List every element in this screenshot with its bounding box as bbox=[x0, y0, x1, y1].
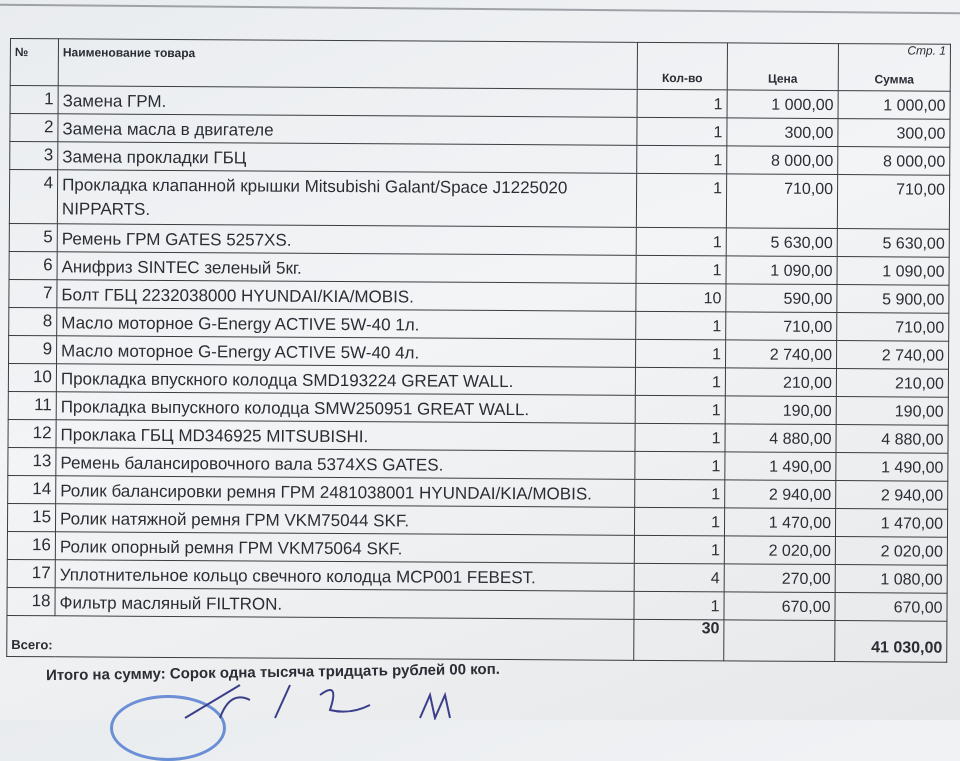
item-price: 590,00 bbox=[726, 284, 837, 313]
row-number: 6 bbox=[9, 251, 57, 279]
row-number: 14 bbox=[8, 475, 56, 503]
item-qty: 1 bbox=[634, 507, 724, 536]
item-name: Замена прокладки ГБЦ bbox=[58, 142, 637, 174]
table-row bbox=[9, 170, 949, 230]
item-name: Прокладка впускного колодца SMD193224 GREAT WALL. bbox=[56, 364, 635, 396]
item-sum: 300,00 bbox=[838, 119, 950, 148]
item-name: Болт ГБЦ 2232038000 HYUNDAI/KIA/MOBIS. bbox=[57, 280, 636, 312]
item-sum: 190,00 bbox=[836, 397, 948, 426]
col-qty: Кол-во bbox=[637, 42, 727, 90]
item-name: Замена ГРМ. bbox=[58, 86, 637, 118]
row-number: 17 bbox=[7, 559, 55, 587]
item-price: 2 940,00 bbox=[725, 480, 836, 509]
row-number: 15 bbox=[7, 503, 55, 531]
item-name: Масло моторное G-Energy ACTIVE 5W-40 4л. bbox=[57, 336, 636, 368]
item-sum: 4 880,00 bbox=[836, 425, 948, 454]
item-price: 1 490,00 bbox=[725, 452, 836, 481]
item-sum: 210,00 bbox=[836, 369, 948, 398]
item-qty: 1 bbox=[635, 339, 725, 368]
item-name: Ремень ГРМ GATES 5257XS. bbox=[57, 224, 636, 256]
item-qty: 1 bbox=[636, 173, 726, 228]
item-sum: 8 000,00 bbox=[838, 147, 950, 176]
sum-in-words: Итого на сумму: Сорок одна тысяча тридцать рублей 00 коп. bbox=[45, 660, 501, 685]
item-price: 300,00 bbox=[727, 118, 838, 147]
item-name: Фильтр масляный FILTRON. bbox=[55, 588, 634, 620]
item-price: 1 470,00 bbox=[724, 508, 835, 537]
item-qty: 1 bbox=[634, 591, 724, 620]
row-number: 2 bbox=[10, 114, 58, 142]
item-qty: 1 bbox=[635, 395, 725, 424]
item-qty: 1 bbox=[634, 535, 724, 564]
item-price: 5 630,00 bbox=[726, 228, 837, 257]
item-price: 1 000,00 bbox=[727, 90, 838, 119]
total-row bbox=[7, 615, 947, 662]
total-qty: 30 bbox=[634, 619, 724, 661]
item-qty: 1 bbox=[637, 117, 727, 146]
item-price: 190,00 bbox=[725, 396, 836, 425]
signature bbox=[180, 680, 500, 720]
row-number: 11 bbox=[8, 391, 56, 419]
invoice-table bbox=[6, 38, 951, 663]
item-qty: 1 bbox=[636, 311, 726, 340]
row-number: 12 bbox=[8, 419, 56, 447]
item-price: 4 880,00 bbox=[725, 424, 836, 453]
item-price: 670,00 bbox=[724, 592, 835, 621]
item-name: Замена масла в двигателе bbox=[58, 114, 637, 146]
item-price: 2 020,00 bbox=[724, 536, 835, 565]
item-name: Прокладка клапанной крышки Mitsubishi Galant/Space J1225020 NIPPARTS. bbox=[57, 170, 636, 228]
row-number: 10 bbox=[8, 363, 56, 391]
col-sum: Сумма bbox=[838, 44, 950, 92]
row-number: 16 bbox=[7, 531, 55, 559]
total-label: Всего: bbox=[7, 615, 634, 660]
col-price: Цена bbox=[727, 43, 838, 91]
col-num: № bbox=[10, 39, 58, 86]
item-sum: 2 740,00 bbox=[836, 341, 948, 370]
item-sum: 1 090,00 bbox=[837, 257, 949, 286]
item-price: 2 740,00 bbox=[725, 340, 836, 369]
item-qty: 1 bbox=[636, 255, 726, 284]
item-price: 710,00 bbox=[726, 312, 837, 341]
item-qty: 1 bbox=[635, 479, 725, 508]
item-sum: 710,00 bbox=[837, 175, 949, 230]
item-name: Ролик натяжной ремня ГРМ VKM75044 SKF. bbox=[55, 504, 634, 536]
item-sum: 670,00 bbox=[835, 593, 947, 622]
invoice-sheet bbox=[6, 38, 950, 663]
row-number: 1 bbox=[10, 86, 58, 114]
row-number: 4 bbox=[9, 170, 57, 224]
item-sum: 2 020,00 bbox=[835, 537, 947, 566]
col-name: Наименование товара bbox=[58, 39, 637, 90]
item-price: 1 090,00 bbox=[726, 256, 837, 285]
row-number: 18 bbox=[7, 587, 55, 615]
page-edge-line bbox=[0, 4, 960, 14]
row-number: 7 bbox=[9, 279, 57, 307]
item-name: Ролик балансировки ремня ГРМ 2481038001 HYUNDAI/KIA/MOBIS. bbox=[56, 476, 635, 508]
item-sum: 710,00 bbox=[837, 313, 949, 342]
page-number: Стр. 1 bbox=[907, 43, 946, 58]
item-name: Анифриз SINTEC зеленый 5кг. bbox=[57, 252, 636, 284]
item-sum: 1 490,00 bbox=[836, 453, 948, 482]
row-number: 13 bbox=[8, 447, 56, 475]
item-sum: 1 000,00 bbox=[838, 91, 950, 120]
item-qty: 1 bbox=[636, 227, 726, 256]
item-name: Прокладка выпускного колодца SMW250951 GREAT WALL. bbox=[56, 392, 635, 424]
item-sum: 5 900,00 bbox=[837, 285, 949, 314]
row-number: 8 bbox=[9, 307, 57, 335]
item-qty: 10 bbox=[636, 283, 726, 312]
item-qty: 1 bbox=[635, 367, 725, 396]
item-qty: 1 bbox=[635, 423, 725, 452]
item-sum: 2 940,00 bbox=[836, 481, 948, 510]
item-name: Ремень балансировочного вала 5374XS GATES. bbox=[56, 448, 635, 480]
row-number: 3 bbox=[10, 142, 58, 170]
item-sum: 1 080,00 bbox=[835, 565, 947, 594]
item-qty: 1 bbox=[637, 145, 727, 174]
item-price: 270,00 bbox=[724, 564, 835, 593]
total-price-empty bbox=[724, 620, 835, 662]
item-price: 710,00 bbox=[726, 174, 837, 229]
item-qty: 1 bbox=[637, 89, 727, 118]
item-name: Ролик опорный ремня ГРМ VKM75064 SKF. bbox=[55, 532, 634, 564]
table-header bbox=[10, 39, 950, 92]
item-name: Уплотнительное кольцо свечного колодца MCP001 FEBEST. bbox=[55, 560, 634, 592]
item-sum: 5 630,00 bbox=[837, 229, 949, 258]
item-qty: 4 bbox=[634, 563, 724, 592]
row-number: 5 bbox=[9, 223, 57, 251]
item-name: Проклака ГБЦ MD346925 MITSUBISHI. bbox=[56, 420, 635, 452]
item-sum: 1 470,00 bbox=[835, 509, 947, 538]
item-price: 210,00 bbox=[725, 368, 836, 397]
item-price: 8 000,00 bbox=[727, 146, 838, 175]
row-number: 9 bbox=[9, 335, 57, 363]
item-name: Масло моторное G-Energy ACTIVE 5W-40 1л. bbox=[57, 308, 636, 340]
item-qty: 1 bbox=[635, 451, 725, 480]
total-sum: 41 030,00 bbox=[835, 621, 947, 663]
